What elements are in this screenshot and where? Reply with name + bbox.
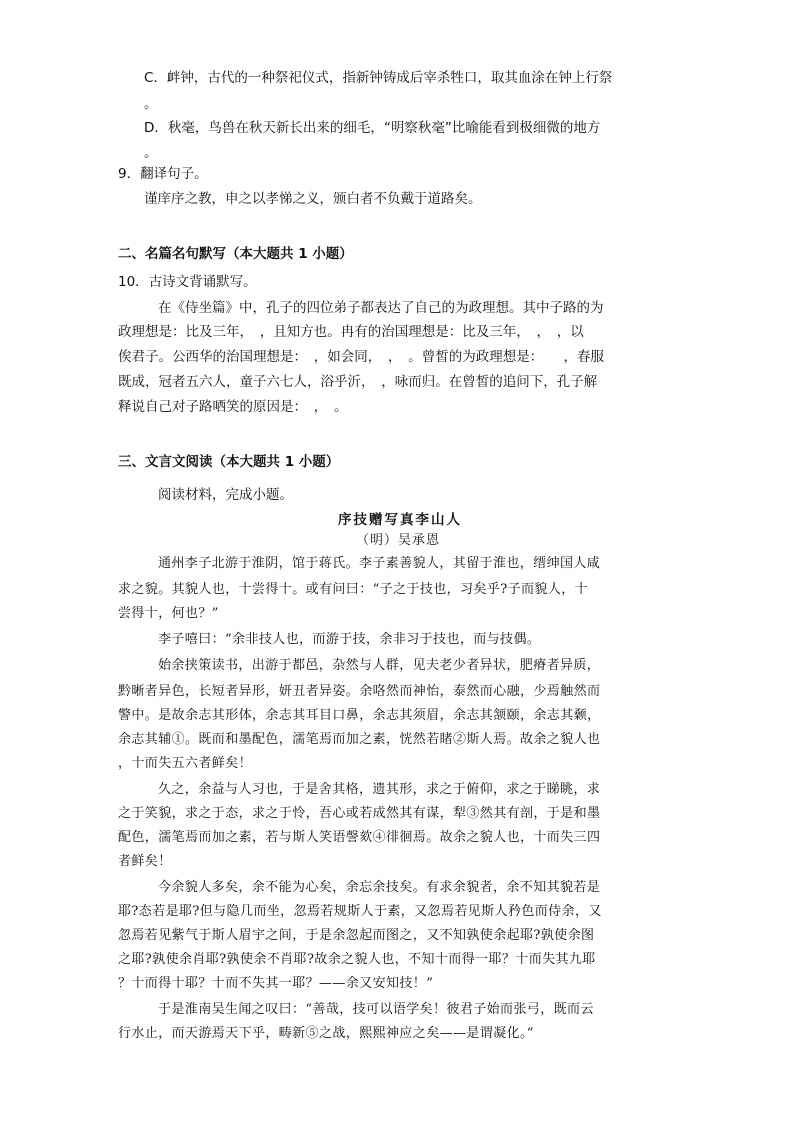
- passage-line: 余志其辅①。既而和墨配色，濡笔焉而加之素，恍然若睹②斯人焉。故余之貌人也: [118, 732, 601, 747]
- passage-title: 序技赠写真李山人: [338, 512, 462, 528]
- passage-line: ？十而得十耶？十而不失其一耶？——余又安知技！”: [118, 976, 434, 991]
- passage-line: 李子嘻曰：“余非技人也，而游于技，余非习于技也，而与技偶。: [158, 632, 541, 647]
- section-2-heading: 二、名篇名句默写（本大题共 1 小题）: [118, 246, 353, 262]
- passage-line: 黔晰者异色，长短者异形，妍丑者异姿。余咯然而神怡，泰然而心融，少焉触然而: [118, 684, 601, 699]
- passage-line: 通州李子北游于淮阴，馆于蒋氏。李子素善貌人，其留于淮也，缙绅国人咸: [158, 556, 601, 571]
- passage-line: 尝得十，何也？”: [118, 606, 219, 621]
- passage-line: 之耶?孰使余肖耶?孰使余不肖耶?故余之貌人也，不知十而得一耶？十而失其九耶: [118, 952, 596, 967]
- passage-line: 警中。是故余志其形体，余志其耳目口鼻，余志其须眉，余志其颔颐，余志其颡，: [118, 708, 601, 723]
- q10-line-1: 在《侍坐篇》中，孔子的四位弟子都表达了自己的为政理想。其中子路的为: [158, 300, 604, 316]
- option-c: C．衅钟，古代的一种祭祀仪式，指新钟铸成后宰杀牲口，取其血涂在钟上行祭: [144, 70, 613, 86]
- passage-line: 于是淮南吴生闻之叹曰：“善哉，技可以语学矣！彼君子始而张弓，既而云: [158, 1002, 594, 1017]
- question-9-label: 9．翻译句子。: [118, 166, 208, 182]
- passage-line: 者鲜矣！: [118, 854, 172, 869]
- section-3-instruction: 阅读材料，完成小题。: [158, 487, 293, 503]
- section-3-heading: 三、文言文阅读（本大题共 1 小题）: [118, 454, 340, 470]
- option-d: D．秋毫，鸟兽在秋天新长出来的细毛，“明察秋毫”比喻能看到极细微的地方: [144, 120, 601, 136]
- passage-line: 始余挟策读书，出游于都邑，杂然与人群，见夫老少者异状，肥瘠者异质，: [158, 658, 601, 673]
- q10-line-5: 释说自己对子路哂笑的原因是： ， 。: [118, 399, 348, 415]
- passage-line: 耶?态若是耶?但与隐几而坐，忽焉若规斯人于素，又忽焉若见斯人矜色而侍余，又: [118, 904, 602, 919]
- passage-line: 久之，余益与人习也，于是舍其格，遗其形，求之于俯仰，求之于睇眺，求: [158, 782, 601, 797]
- passage-line: 忽焉若见紫气于斯人眉宇之间，于是余忽起而图之，又不知孰使余起耶?孰使余图: [118, 928, 595, 943]
- option-c-tail: 。: [144, 96, 158, 112]
- passage-line: 今余貌人多矣，余不能为心矣，余忘余技矣。有求余貌者，余不知其貌若是: [158, 880, 601, 895]
- passage-line: 求之貌。其貌人也，十尝得十。或有问曰：“子之于技也，习矣乎?子而貌人，十: [118, 582, 589, 597]
- option-d-tail: 。: [144, 145, 158, 161]
- passage-line: 之于笑貌，求之于态，求之于怜，吾心或若成然其有谋，犁③然其有剖，于是和墨: [118, 806, 601, 821]
- passage-author: （明）吴承恩: [356, 533, 441, 548]
- q10-line-4: 既成，冠者五六人，童子六七人，浴乎沂， ，咏而归。在曾皙的追问下，孔子解: [118, 374, 598, 390]
- passage-line: 行水止，而天游焉天下乎，畴新⑤之战，熙熙神应之矣——是谓凝化。”: [118, 1026, 534, 1041]
- q10-line-3: 俟君子。公西华的治国理想是： ，如会同， ， 。曾皙的为政理想是： ，春服: [118, 349, 604, 365]
- question-10-label: 10．古诗文背诵默写。: [118, 274, 257, 290]
- question-9-sentence: 谨庠序之教，申之以孝悌之义，颁白者不负戴于道路矣。: [144, 191, 482, 207]
- passage-line: 配色，濡笔焉而加之素，若与斯人笑语謦欬④徘徊焉。故余之貌人也，十而失三四: [118, 830, 601, 845]
- q10-line-2: 政理想是：比及三年， ，且知方也。冉有的治国理想是：比及三年， ， ，以: [118, 324, 584, 340]
- passage-line: ，十而失五六者鲜矣！: [118, 756, 253, 771]
